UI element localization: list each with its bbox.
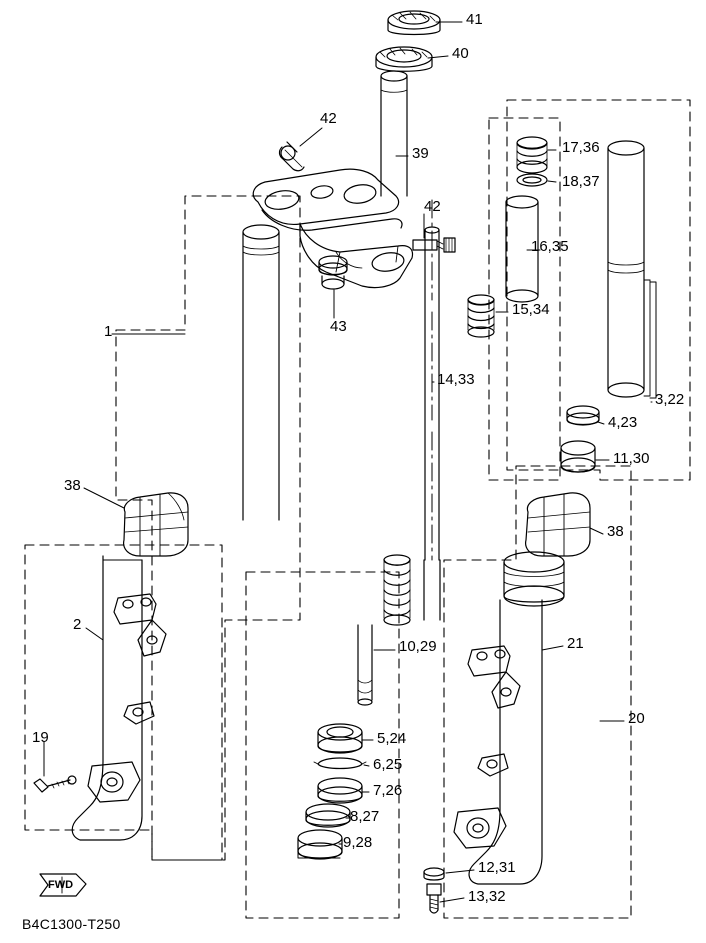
callout-39: 39 bbox=[412, 145, 429, 162]
bracket-3-22 bbox=[650, 282, 656, 398]
callout-6-25: 6,25 bbox=[373, 756, 403, 773]
leader-4-23 bbox=[598, 422, 604, 424]
diagram-part-number: B4C1300-T250 bbox=[22, 916, 121, 932]
part-42-bolt-right bbox=[413, 238, 455, 252]
group-box-2 bbox=[25, 545, 222, 860]
part-19-bolt bbox=[34, 776, 76, 792]
callout-4-23: 4,23 bbox=[608, 414, 638, 431]
callout-5-24: 5,24 bbox=[377, 730, 407, 747]
callout-13-32: 13,32 bbox=[468, 888, 506, 905]
lower-bracket bbox=[300, 224, 412, 288]
callout-43: 43 bbox=[330, 318, 347, 335]
callout-2: 2 bbox=[73, 616, 82, 633]
part-38-left-guard bbox=[124, 493, 188, 556]
part-11-30-collar bbox=[561, 441, 595, 472]
fwd-label: FWD bbox=[48, 879, 74, 891]
leader-21 bbox=[542, 646, 563, 650]
part-12-31-washer bbox=[424, 868, 444, 880]
part-3-22-inner-tube bbox=[608, 141, 650, 397]
callout-15-34: 15,34 bbox=[512, 301, 550, 318]
callout-20: 20 bbox=[628, 710, 645, 727]
callout-21: 21 bbox=[567, 635, 584, 652]
part-5-24-oil-seal bbox=[318, 724, 362, 753]
callout-18-37: 18,37 bbox=[562, 173, 600, 190]
part-21-right-outer-tube bbox=[454, 552, 564, 884]
callout-42-right: 42 bbox=[424, 198, 441, 215]
part-4-23-bush bbox=[567, 406, 599, 425]
callout-38-left: 38 bbox=[64, 477, 81, 494]
callout-14-33: 14,33 bbox=[437, 371, 475, 388]
leader-2 bbox=[86, 628, 103, 640]
part-10-29-spring bbox=[358, 555, 410, 705]
callout-10-29: 10,29 bbox=[399, 638, 437, 655]
callout-12-31: 12,31 bbox=[478, 859, 516, 876]
part-7-26-seal bbox=[318, 778, 362, 803]
part-41-nut bbox=[388, 11, 440, 35]
leader-18-37 bbox=[548, 181, 556, 182]
callout-19: 19 bbox=[32, 729, 49, 746]
callout-11-30: 11,30 bbox=[613, 450, 650, 467]
leader-38b bbox=[590, 528, 603, 534]
callout-40: 40 bbox=[452, 45, 469, 62]
callout-1: 1 bbox=[104, 323, 113, 340]
callout-42-left: 42 bbox=[320, 110, 337, 127]
leader-6-25 bbox=[364, 765, 369, 766]
callout-9-28: 9,28 bbox=[343, 834, 373, 851]
callout-8-27: 8,27 bbox=[350, 808, 380, 825]
leader-40 bbox=[428, 56, 448, 58]
part-17-36-spring bbox=[517, 137, 547, 173]
leader-42a bbox=[300, 128, 322, 146]
callout-38-right: 38 bbox=[607, 523, 624, 540]
upper-bracket bbox=[253, 169, 402, 230]
callout-16-35: 16,35 bbox=[531, 238, 569, 255]
leader-38a bbox=[84, 488, 124, 508]
callout-3-22: 3,22 bbox=[655, 391, 685, 408]
part-15-34-spring bbox=[468, 295, 494, 337]
part-18-37-oring bbox=[517, 174, 547, 186]
part-38-right-guard bbox=[526, 493, 590, 556]
part-9-28-bush bbox=[298, 830, 342, 859]
part-1-left-inner-tube bbox=[243, 225, 279, 520]
callout-17-36: 17,36 bbox=[562, 139, 600, 156]
part-13-32-bolt bbox=[427, 884, 441, 913]
part-6-25-clip bbox=[314, 758, 366, 769]
part-43-race bbox=[319, 256, 347, 289]
callout-41: 41 bbox=[466, 11, 483, 28]
part-8-27-washer bbox=[306, 804, 350, 827]
group-box-3-22 bbox=[507, 100, 690, 480]
group-box-1 bbox=[116, 196, 300, 860]
callout-7-26: 7,26 bbox=[373, 782, 403, 799]
part-40-ring bbox=[376, 47, 432, 71]
part-39-steering-stem bbox=[381, 71, 407, 196]
